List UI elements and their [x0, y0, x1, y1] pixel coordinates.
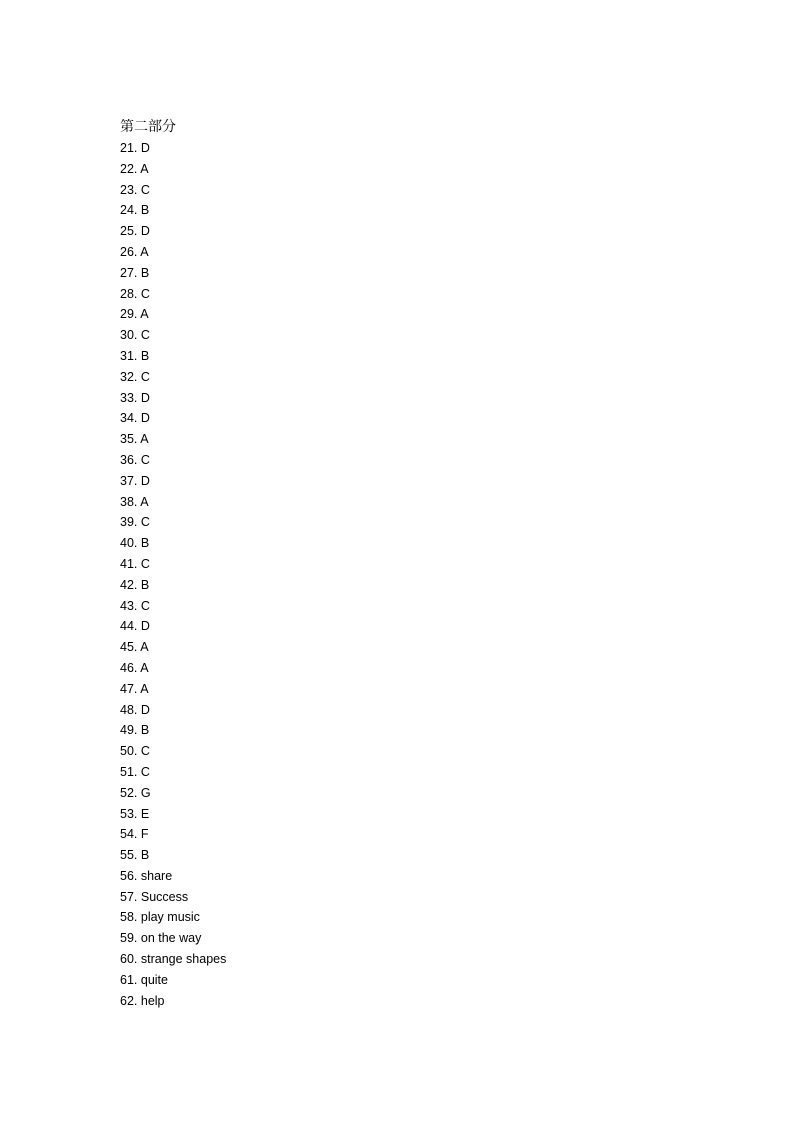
answer-text: D [140, 702, 150, 717]
answer-text: C [140, 328, 150, 343]
answer-list [120, 138, 226, 1011]
answer-row [120, 949, 226, 970]
answer-row [120, 991, 226, 1012]
answer-row [120, 138, 226, 159]
answer-text: B [140, 265, 150, 280]
question-number: 34. [120, 411, 138, 426]
question-number: 45. [120, 640, 138, 655]
answer-row [120, 679, 226, 700]
answer-row [120, 533, 226, 554]
answer-row [120, 284, 226, 305]
question-number: 42. [120, 577, 138, 592]
question-number: 30. [120, 328, 138, 343]
question-number: 53. [120, 806, 138, 821]
answer-text: D [140, 141, 150, 155]
answer-row [120, 263, 226, 284]
answer-text: C [140, 182, 150, 197]
question-number: 38. [120, 494, 138, 509]
answer-row [120, 845, 226, 866]
answer-row [120, 970, 226, 991]
question-number: 58. [120, 910, 138, 925]
answer-text: A [140, 640, 149, 655]
answer-row [120, 346, 226, 367]
answer-text: A [140, 244, 149, 259]
question-number: 25. [120, 224, 138, 239]
answer-text: D [140, 619, 150, 634]
answer-text: B [140, 536, 150, 551]
answer-text: D [140, 411, 150, 426]
answer-text: A [140, 161, 149, 176]
answer-text: Success [140, 889, 189, 904]
question-number: 36. [120, 452, 138, 467]
answer-text: F [140, 827, 149, 842]
answer-row [120, 907, 226, 928]
question-number: 32. [120, 369, 138, 384]
answer-text: quite [140, 972, 168, 987]
question-number: 24. [120, 203, 138, 218]
answer-text: A [140, 681, 149, 696]
answer-row [120, 741, 226, 762]
question-number: 43. [120, 598, 138, 613]
question-number: 28. [120, 286, 138, 301]
question-number: 33. [120, 390, 138, 405]
answer-text: A [140, 307, 149, 322]
answer-row [120, 824, 226, 845]
question-number: 49. [120, 723, 138, 738]
answer-text: A [140, 494, 149, 509]
section-title: 第二部分 [120, 119, 176, 135]
answer-row [120, 616, 226, 637]
answer-row [120, 325, 226, 346]
question-number: 35. [120, 432, 138, 447]
answer-row [120, 637, 226, 658]
question-number: 61. [120, 972, 138, 987]
question-number: 22. [120, 161, 138, 176]
answer-text: E [140, 806, 150, 821]
answer-row [120, 304, 226, 325]
answer-text: B [140, 577, 150, 592]
question-number: 44. [120, 619, 138, 634]
answer-row [120, 242, 226, 263]
answer-row [120, 408, 226, 429]
answer-row [120, 512, 226, 533]
answer-text: A [140, 432, 149, 447]
answer-row [120, 388, 226, 409]
answer-text: D [140, 224, 150, 239]
question-number: 46. [120, 660, 138, 675]
answer-row [120, 596, 226, 617]
answer-row [120, 429, 226, 450]
answer-row [120, 720, 226, 741]
answer-row [120, 887, 226, 908]
question-number: 51. [120, 764, 138, 779]
answer-key-section [120, 117, 226, 1011]
answer-text: C [140, 452, 150, 467]
answer-row [120, 762, 226, 783]
answer-text: C [140, 556, 150, 571]
answer-text: A [140, 660, 149, 675]
answer-row [120, 450, 226, 471]
question-number: 37. [120, 473, 138, 488]
answer-text: help [140, 993, 165, 1008]
answer-row [120, 783, 226, 804]
answer-row [120, 471, 226, 492]
answer-text: C [140, 764, 150, 779]
answer-text: B [140, 348, 150, 363]
answer-text: D [140, 390, 150, 405]
answer-text: share [140, 868, 173, 883]
answer-text: C [140, 744, 150, 759]
question-number: 59. [120, 931, 138, 946]
question-number: 23. [120, 182, 138, 197]
answer-row [120, 221, 226, 242]
question-number: 55. [120, 848, 138, 863]
question-number: 56. [120, 868, 138, 883]
answer-text: on the way [140, 931, 202, 946]
answer-row [120, 700, 226, 721]
answer-row [120, 180, 226, 201]
answer-row [120, 658, 226, 679]
answer-row [120, 554, 226, 575]
question-number: 54. [120, 827, 138, 842]
answer-text: D [140, 473, 150, 488]
answer-row [120, 367, 226, 388]
question-number: 29. [120, 307, 138, 322]
answer-row [120, 866, 226, 887]
answer-row [120, 159, 226, 180]
answer-text: G [140, 785, 151, 800]
answer-row [120, 200, 226, 221]
question-number: 26. [120, 244, 138, 259]
question-number: 62. [120, 993, 138, 1008]
answer-row [120, 804, 226, 825]
answer-row [120, 492, 226, 513]
question-number: 57. [120, 889, 138, 904]
answer-text: C [140, 286, 150, 301]
answer-text: strange shapes [140, 952, 227, 967]
answer-text: B [140, 203, 150, 218]
question-number: 50. [120, 744, 138, 759]
answer-text: play music [140, 910, 200, 925]
question-number: 27. [120, 265, 138, 280]
question-number: 40. [120, 536, 138, 551]
question-number: 31. [120, 348, 138, 363]
question-number: 52. [120, 785, 138, 800]
question-number: 21. [120, 141, 138, 155]
answer-text: B [140, 723, 150, 738]
answer-text: C [140, 369, 150, 384]
answer-row [120, 575, 226, 596]
answer-text: B [140, 848, 150, 863]
answer-text: C [140, 515, 150, 530]
answer-text: C [140, 598, 150, 613]
question-number: 60. [120, 952, 138, 967]
question-number: 48. [120, 702, 138, 717]
answer-row [120, 928, 226, 949]
question-number: 47. [120, 681, 138, 696]
question-number: 39. [120, 515, 138, 530]
question-number: 41. [120, 556, 138, 571]
